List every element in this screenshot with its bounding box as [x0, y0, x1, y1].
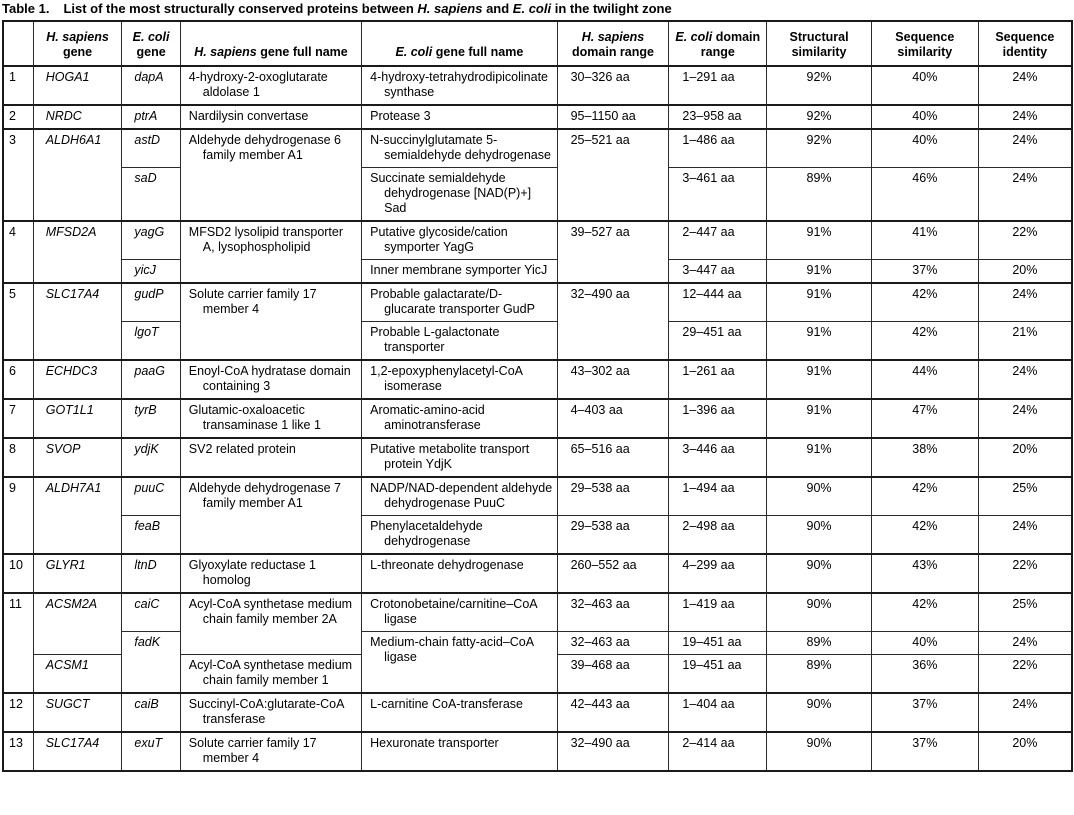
cell-hs-gene: SLC17A4	[33, 283, 122, 360]
cell-ec-gene: dapA	[122, 66, 180, 105]
cell-hs-gene-full-name: Succinyl-CoA:glutarate-CoA transferase	[180, 693, 361, 732]
cell-ec-domain-range: 4–299 aa	[669, 554, 767, 593]
cell-ec-domain-range: 23–958 aa	[669, 105, 767, 129]
cell-sequence-identity: 20%	[978, 438, 1072, 477]
header-row	[3, 21, 1072, 66]
cell-sequence-identity: 20%	[978, 260, 1072, 284]
cell-ec-domain-range: 1–404 aa	[669, 693, 767, 732]
cell-sequence-similarity: 42%	[871, 593, 978, 632]
col-header-ec-domain-range: E. coli domain range	[669, 21, 767, 66]
cell-row-number: 6	[3, 360, 33, 399]
cell-sequence-identity: 20%	[978, 732, 1072, 771]
cell-row-number: 13	[3, 732, 33, 771]
cell-structural-similarity: 91%	[767, 438, 872, 477]
cell-ec-gene-full-name: Probable L-galactonate transporter	[362, 322, 557, 361]
table-row	[3, 66, 1072, 105]
col-header-ec-gene-full-name: E. coli gene full name	[362, 21, 557, 66]
cell-sequence-similarity: 44%	[871, 360, 978, 399]
cell-hs-gene: GOT1L1	[33, 399, 122, 438]
cell-sequence-identity: 22%	[978, 554, 1072, 593]
cell-sequence-similarity: 42%	[871, 322, 978, 361]
cell-hs-domain-range: 30–326 aa	[557, 66, 669, 105]
cell-sequence-identity: 24%	[978, 168, 1072, 222]
col-header-hs-gene: H. sapiens gene	[33, 21, 122, 66]
cell-hs-gene-full-name: SV2 related protein	[180, 438, 361, 477]
cell-hs-domain-range: 25–521 aa	[557, 129, 669, 221]
cell-hs-domain-range: 39–468 aa	[557, 655, 669, 694]
cell-hs-domain-range: 29–538 aa	[557, 516, 669, 555]
table-title	[0, 0, 1074, 20]
cell-ec-gene-full-name: Crotonobetaine/carnitine–CoA ligase	[362, 593, 557, 632]
cell-ec-gene-full-name: Putative metabolite transport protein YdjK	[362, 438, 557, 477]
cell-sequence-identity: 24%	[978, 360, 1072, 399]
cell-hs-gene: MFSD2A	[33, 221, 122, 283]
table-subrow	[3, 322, 1072, 361]
cell-ec-domain-range: 3–446 aa	[669, 438, 767, 477]
cell-ec-domain-range: 19–451 aa	[669, 632, 767, 655]
cell-ec-gene-full-name: Putative glycoside/cation symporter YagG	[362, 221, 557, 260]
cell-hs-domain-range: 39–527 aa	[557, 221, 669, 283]
cell-sequence-similarity: 41%	[871, 221, 978, 260]
cell-ec-gene: puuC	[122, 477, 180, 516]
cell-hs-gene-full-name: Enoyl-CoA hydratase domain containing 3	[180, 360, 361, 399]
table-caption-suffix: in the twilight zone	[551, 1, 672, 16]
cell-ec-gene-full-name: L-carnitine CoA-transferase	[362, 693, 557, 732]
cell-hs-gene-full-name: Solute carrier family 17 member 4	[180, 732, 361, 771]
cell-row-number: 1	[3, 66, 33, 105]
cell-row-number: 5	[3, 283, 33, 360]
cell-hs-domain-range: 260–552 aa	[557, 554, 669, 593]
cell-hs-gene: NRDC	[33, 105, 122, 129]
cell-sequence-identity: 25%	[978, 477, 1072, 516]
cell-row-number: 3	[3, 129, 33, 221]
cell-row-number: 12	[3, 693, 33, 732]
cell-ec-gene-full-name: NADP/NAD-dependent aldehyde dehydrogenase PuuC	[362, 477, 557, 516]
cell-ec-gene-full-name: Hexuronate transporter	[362, 732, 557, 771]
cell-structural-similarity: 89%	[767, 168, 872, 222]
cell-hs-gene-full-name: MFSD2 lysolipid transporter A, lysophospholipid	[180, 221, 361, 283]
cell-sequence-identity: 24%	[978, 129, 1072, 168]
cell-hs-gene: ACSM1	[33, 655, 122, 694]
cell-ec-domain-range: 1–486 aa	[669, 129, 767, 168]
col-header-sequence-similarity: Sequence similarity	[871, 21, 978, 66]
cell-structural-similarity: 90%	[767, 516, 872, 555]
cell-ec-domain-range: 1–291 aa	[669, 66, 767, 105]
col-header-sequence-identity: Sequence identity	[978, 21, 1072, 66]
cell-sequence-identity: 24%	[978, 105, 1072, 129]
cell-ec-domain-range: 2–414 aa	[669, 732, 767, 771]
cell-ec-domain-range: 19–451 aa	[669, 655, 767, 694]
cell-structural-similarity: 91%	[767, 283, 872, 322]
cell-hs-domain-range: 42–443 aa	[557, 693, 669, 732]
cell-structural-similarity: 92%	[767, 129, 872, 168]
cell-hs-gene-full-name: 4-hydroxy-2-oxoglutarate aldolase 1	[180, 66, 361, 105]
cell-sequence-similarity: 46%	[871, 168, 978, 222]
cell-sequence-similarity: 37%	[871, 732, 978, 771]
table-subrow	[3, 260, 1072, 284]
cell-ec-gene: ltnD	[122, 554, 180, 593]
cell-structural-similarity: 91%	[767, 322, 872, 361]
table-subrow	[3, 168, 1072, 222]
conserved-proteins-table	[2, 20, 1073, 772]
cell-structural-similarity: 91%	[767, 360, 872, 399]
cell-hs-gene: SUGCT	[33, 693, 122, 732]
cell-ec-gene-full-name: Probable galactarate/D-glucarate transporter GudP	[362, 283, 557, 322]
cell-sequence-similarity: 36%	[871, 655, 978, 694]
cell-ec-gene: gudP	[122, 283, 180, 322]
cell-structural-similarity: 92%	[767, 105, 872, 129]
col-header-hs-domain-range: H. sapiens domain range	[557, 21, 669, 66]
cell-sequence-identity: 24%	[978, 283, 1072, 322]
cell-hs-gene: GLYR1	[33, 554, 122, 593]
table-row	[3, 693, 1072, 732]
cell-ec-gene: ydjK	[122, 438, 180, 477]
cell-sequence-similarity: 47%	[871, 399, 978, 438]
cell-row-number: 11	[3, 593, 33, 693]
table-caption-mid: and	[482, 1, 513, 16]
cell-hs-domain-range: 95–1150 aa	[557, 105, 669, 129]
cell-row-number: 10	[3, 554, 33, 593]
cell-structural-similarity: 92%	[767, 66, 872, 105]
cell-hs-gene: SLC17A4	[33, 732, 122, 771]
cell-ec-gene: lgoT	[122, 322, 180, 361]
table-subrow	[3, 632, 1072, 655]
cell-ec-domain-range: 1–396 aa	[669, 399, 767, 438]
cell-structural-similarity: 89%	[767, 655, 872, 694]
cell-ec-gene: saD	[122, 168, 180, 222]
table-row	[3, 477, 1072, 516]
cell-hs-gene: ALDH6A1	[33, 129, 122, 221]
cell-ec-gene: exuT	[122, 732, 180, 771]
cell-ec-gene-full-name: Inner membrane symporter YicJ	[362, 260, 557, 284]
species-hsapiens: H. sapiens	[417, 1, 483, 16]
cell-ec-gene: yagG	[122, 221, 180, 260]
table-row	[3, 593, 1072, 632]
cell-ec-gene: fadK	[122, 632, 180, 694]
cell-hs-gene-full-name: Acyl-CoA synthetase medium chain family member 1	[180, 655, 361, 694]
cell-sequence-similarity: 40%	[871, 105, 978, 129]
cell-hs-gene-full-name: Acyl-CoA synthetase medium chain family member 2A	[180, 593, 361, 655]
cell-structural-similarity: 89%	[767, 632, 872, 655]
cell-ec-gene-full-name: Succinate semialdehyde dehydrogenase [NAD(P)+] Sad	[362, 168, 557, 222]
cell-ec-gene: caiB	[122, 693, 180, 732]
table-row	[3, 129, 1072, 168]
cell-hs-gene-full-name: Glyoxylate reductase 1 homolog	[180, 554, 361, 593]
cell-ec-gene-full-name: Aromatic-amino-acid aminotransferase	[362, 399, 557, 438]
cell-sequence-identity: 24%	[978, 399, 1072, 438]
cell-sequence-similarity: 40%	[871, 129, 978, 168]
cell-sequence-similarity: 37%	[871, 260, 978, 284]
cell-sequence-identity: 22%	[978, 221, 1072, 260]
cell-ec-gene: tyrB	[122, 399, 180, 438]
cell-hs-gene: SVOP	[33, 438, 122, 477]
cell-structural-similarity: 90%	[767, 732, 872, 771]
cell-sequence-similarity: 42%	[871, 516, 978, 555]
table-subrow	[3, 516, 1072, 555]
cell-sequence-identity: 22%	[978, 655, 1072, 694]
cell-ec-domain-range: 3–461 aa	[669, 168, 767, 222]
cell-hs-domain-range: 65–516 aa	[557, 438, 669, 477]
cell-ec-domain-range: 29–451 aa	[669, 322, 767, 361]
cell-hs-domain-range: 32–490 aa	[557, 732, 669, 771]
cell-ec-gene-full-name: N-succinylglutamate 5-semialdehyde dehydrogenase	[362, 129, 557, 168]
cell-row-number: 4	[3, 221, 33, 283]
cell-ec-gene-full-name: 1,2-epoxyphenylacetyl-CoA isomerase	[362, 360, 557, 399]
cell-hs-gene: HOGA1	[33, 66, 122, 105]
table-row	[3, 360, 1072, 399]
cell-hs-gene: ECHDC3	[33, 360, 122, 399]
cell-hs-gene: ALDH7A1	[33, 477, 122, 554]
table-row	[3, 732, 1072, 771]
table-row	[3, 438, 1072, 477]
cell-sequence-identity: 24%	[978, 66, 1072, 105]
col-header-index	[3, 21, 33, 66]
cell-ec-gene: ptrA	[122, 105, 180, 129]
cell-ec-gene: feaB	[122, 516, 180, 555]
cell-sequence-similarity: 42%	[871, 477, 978, 516]
table-row	[3, 554, 1072, 593]
cell-ec-gene-full-name: L-threonate dehydrogenase	[362, 554, 557, 593]
cell-structural-similarity: 91%	[767, 260, 872, 284]
table-row	[3, 399, 1072, 438]
cell-ec-domain-range: 2–447 aa	[669, 221, 767, 260]
cell-sequence-similarity: 40%	[871, 66, 978, 105]
cell-hs-gene-full-name: Aldehyde dehydrogenase 7 family member A1	[180, 477, 361, 554]
cell-structural-similarity: 91%	[767, 399, 872, 438]
cell-sequence-similarity: 40%	[871, 632, 978, 655]
cell-hs-gene: ACSM2A	[33, 593, 122, 655]
table-row	[3, 221, 1072, 260]
cell-structural-similarity: 90%	[767, 593, 872, 632]
cell-ec-gene: caiC	[122, 593, 180, 632]
table-caption-prefix: List of the most structurally conserved proteins between	[63, 1, 418, 16]
cell-ec-domain-range: 2–498 aa	[669, 516, 767, 555]
cell-ec-gene-full-name: Protease 3	[362, 105, 557, 129]
table-label: Table 1.	[2, 1, 50, 16]
cell-hs-domain-range: 4–403 aa	[557, 399, 669, 438]
cell-ec-domain-range: 1–419 aa	[669, 593, 767, 632]
cell-hs-gene-full-name: Nardilysin convertase	[180, 105, 361, 129]
cell-row-number: 2	[3, 105, 33, 129]
cell-ec-domain-range: 12–444 aa	[669, 283, 767, 322]
cell-hs-domain-range: 43–302 aa	[557, 360, 669, 399]
cell-hs-gene-full-name: Solute carrier family 17 member 4	[180, 283, 361, 360]
cell-sequence-similarity: 42%	[871, 283, 978, 322]
table-body	[3, 66, 1072, 771]
cell-structural-similarity: 90%	[767, 477, 872, 516]
cell-ec-gene-full-name: Phenylacetaldehyde dehydrogenase	[362, 516, 557, 555]
cell-sequence-similarity: 43%	[871, 554, 978, 593]
cell-row-number: 8	[3, 438, 33, 477]
col-header-hs-gene-full-name: H. sapiens gene full name	[180, 21, 361, 66]
cell-structural-similarity: 91%	[767, 221, 872, 260]
cell-sequence-identity: 25%	[978, 593, 1072, 632]
table-row	[3, 283, 1072, 322]
cell-ec-gene-full-name: 4-hydroxy-tetrahydrodipicolinate synthase	[362, 66, 557, 105]
cell-row-number: 9	[3, 477, 33, 554]
col-header-structural-similarity: Structural similarity	[767, 21, 872, 66]
cell-hs-domain-range: 32–490 aa	[557, 283, 669, 360]
cell-ec-gene: paaG	[122, 360, 180, 399]
cell-hs-domain-range: 29–538 aa	[557, 477, 669, 516]
cell-hs-gene-full-name: Aldehyde dehydrogenase 6 family member A1	[180, 129, 361, 221]
cell-sequence-identity: 24%	[978, 632, 1072, 655]
cell-hs-gene-full-name: Glutamic-oxaloacetic transaminase 1 like 1	[180, 399, 361, 438]
cell-hs-domain-range: 32–463 aa	[557, 632, 669, 655]
cell-structural-similarity: 90%	[767, 693, 872, 732]
cell-ec-domain-range: 3–447 aa	[669, 260, 767, 284]
cell-ec-gene-full-name: Medium-chain fatty-acid–CoA ligase	[362, 632, 557, 694]
cell-ec-domain-range: 1–261 aa	[669, 360, 767, 399]
cell-hs-domain-range: 32–463 aa	[557, 593, 669, 632]
cell-structural-similarity: 90%	[767, 554, 872, 593]
cell-sequence-similarity: 37%	[871, 693, 978, 732]
cell-sequence-similarity: 38%	[871, 438, 978, 477]
cell-ec-gene: astD	[122, 129, 180, 168]
cell-row-number: 7	[3, 399, 33, 438]
cell-ec-gene: yicJ	[122, 260, 180, 284]
cell-ec-domain-range: 1–494 aa	[669, 477, 767, 516]
species-ecoli: E. coli	[512, 1, 552, 16]
col-header-ec-gene: E. coli gene	[122, 21, 180, 66]
cell-sequence-identity: 24%	[978, 516, 1072, 555]
cell-sequence-identity: 21%	[978, 322, 1072, 361]
cell-sequence-identity: 24%	[978, 693, 1072, 732]
table-row	[3, 105, 1072, 129]
